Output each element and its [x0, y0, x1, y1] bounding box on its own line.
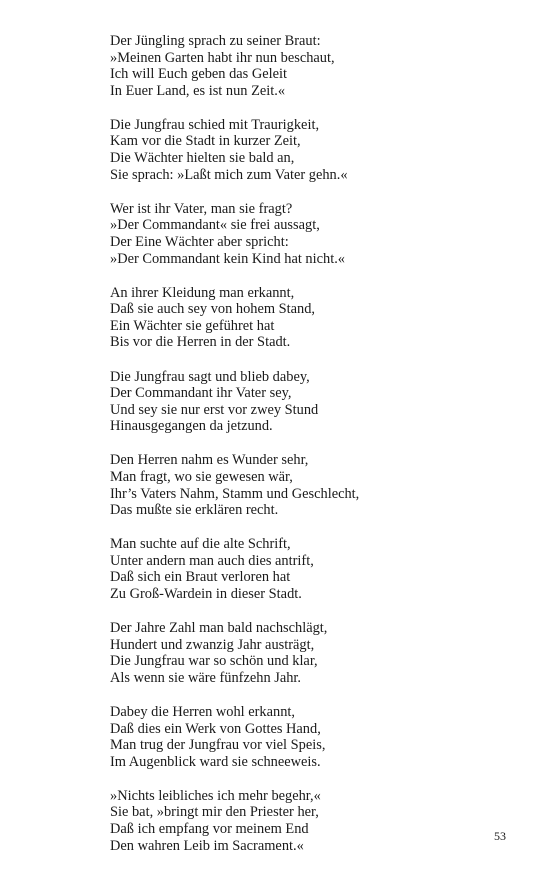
verse-line: Unter andern man auch dies antrift,	[110, 552, 314, 569]
verse-line: »Der Commandant« sie frei aussagt,	[110, 217, 320, 234]
verse-line: Sie sprach: »Laßt mich zum Vater gehn.«	[110, 166, 348, 183]
verse-line: Das mußte sie erklären recht.	[110, 502, 279, 519]
verse-line: »Meinen Garten habt ihr nun beschaut,	[110, 49, 335, 66]
verse-line: Man fragt, wo sie gewesen wär,	[110, 468, 293, 485]
verse-line: Den Herren nahm es Wunder sehr,	[110, 452, 309, 469]
verse-line: »Nichts leibliches ich mehr begehr,«	[110, 787, 321, 804]
stanza-1	[110, 33, 530, 99]
verse-line: Ihr’s Vaters Nahm, Stamm und Geschlecht,	[110, 485, 360, 502]
verse-line: In Euer Land, es ist nun Zeit.«	[110, 82, 286, 99]
verse-line: Die Jungfrau schied mit Traurigkeit,	[110, 116, 320, 133]
verse-line: Sie bat, »bringt mir den Priester her,	[110, 804, 319, 821]
verse-line: Wer ist ihr Vater, man sie fragt?	[110, 200, 293, 217]
verse-line: Ein Wächter sie geführet hat	[110, 317, 275, 334]
verse-line: Daß sich ein Braut verloren hat	[110, 569, 291, 586]
stanza-10	[110, 788, 530, 854]
stanza-9	[110, 704, 530, 770]
stanza-7	[110, 536, 530, 602]
stanza-3	[110, 201, 530, 267]
stanza-8	[110, 620, 530, 686]
page-number: 53	[494, 829, 506, 843]
verse-line: Den wahren Leib im Sacrament.«	[110, 837, 304, 854]
verse-line: Man trug der Jungfrau vor viel Speis,	[110, 737, 326, 754]
verse-line: Der Commandant ihr Vater sey,	[110, 385, 292, 402]
stanza-2	[110, 117, 530, 183]
verse-line: Die Jungfrau sagt und blieb dabey,	[110, 368, 310, 385]
verse-line: Hinausgegangen da jetzund.	[110, 418, 273, 435]
verse-line: Der Jüngling sprach zu seiner Braut:	[110, 33, 321, 49]
verse-line: »Der Commandant kein Kind hat nicht.«	[110, 250, 346, 267]
verse-line: Bis vor die Herren in der Stadt.	[110, 334, 291, 351]
verse-line: Als wenn sie wäre fünfzehn Jahr.	[110, 669, 302, 686]
verse-line: Daß sie auch sey von hohem Stand,	[110, 301, 316, 318]
verse-line: Die Wächter hielten sie bald an,	[110, 150, 295, 167]
verse-line: Im Augenblick ward sie schneeweis.	[110, 753, 321, 770]
verse-line: Daß dies ein Werk von Gottes Hand,	[110, 720, 321, 737]
verse-line: Hundert und zwanzig Jahr austrägt,	[110, 636, 315, 653]
verse-line: Ich will Euch geben das Geleit	[110, 66, 288, 83]
stanza-6	[110, 452, 530, 518]
verse-line: Kam vor die Stadt in kurzer Zeit,	[110, 133, 301, 150]
verse-line: Daß ich empfang vor meinem End	[110, 821, 309, 838]
verse-line: Man suchte auf die alte Schrift,	[110, 536, 291, 553]
verse-line: Dabey die Herren wohl erkannt,	[110, 704, 296, 720]
stanza-4	[110, 285, 530, 351]
stanza-5	[110, 369, 530, 435]
verse-line: Zu Groß-Wardein in dieser Stadt.	[110, 586, 302, 603]
poem	[110, 33, 530, 872]
verse-line: Die Jungfrau war so schön und klar,	[110, 653, 318, 670]
verse-line: Der Eine Wächter aber spricht:	[110, 233, 289, 250]
verse-line: Der Jahre Zahl man bald nachschlägt,	[110, 620, 328, 637]
verse-line: An ihrer Kleidung man erkannt,	[110, 284, 295, 301]
verse-line: Und sey sie nur erst vor zwey Stund	[110, 401, 319, 418]
